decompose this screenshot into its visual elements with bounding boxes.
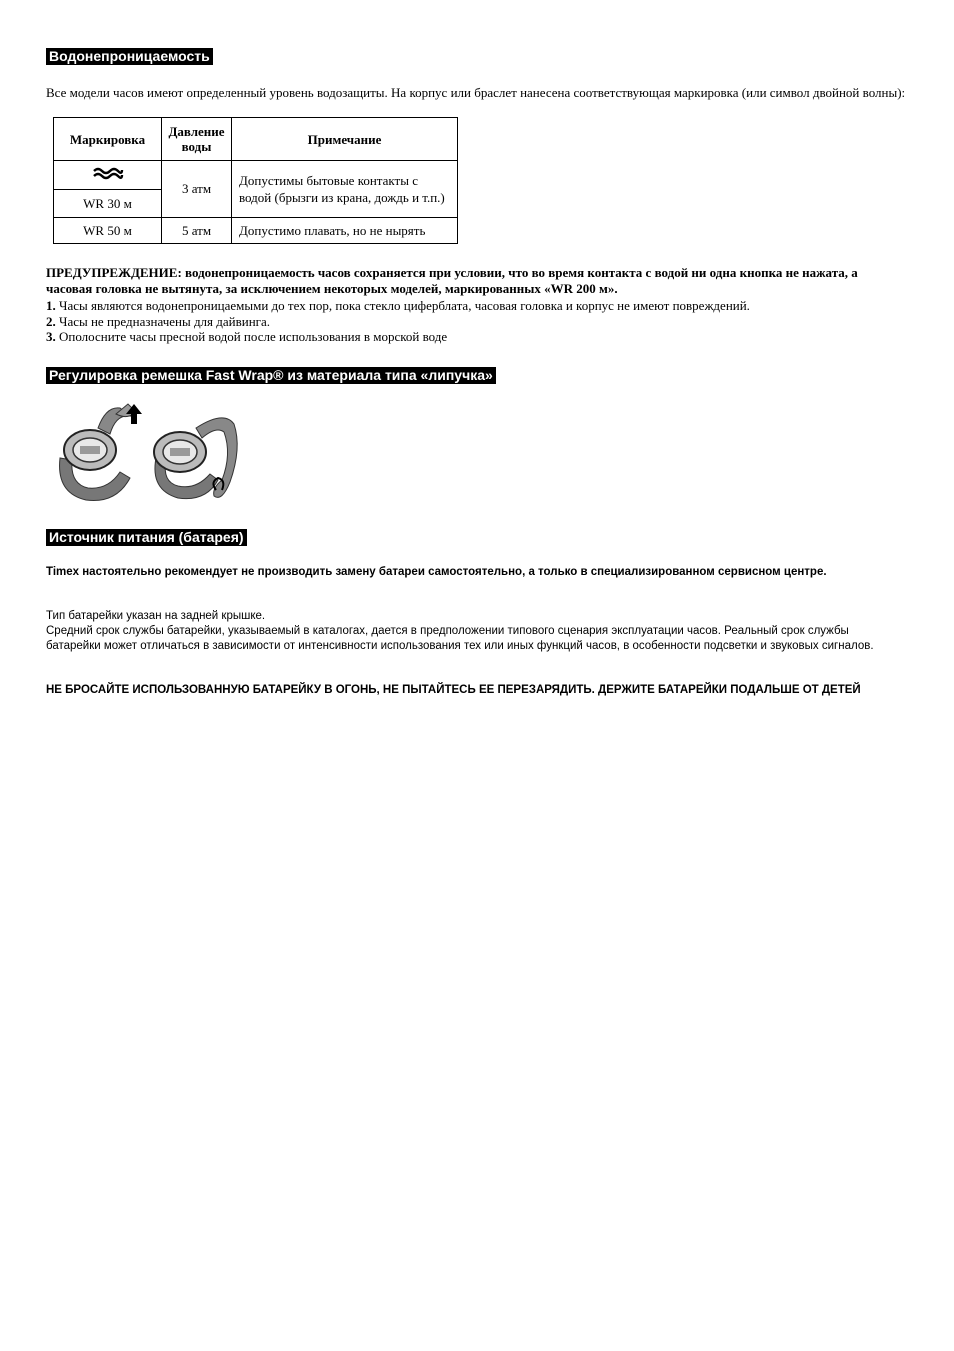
marking-wr50: WR 50 м — [54, 218, 162, 244]
section-title-water-resistance: Водонепроницаемость — [46, 48, 213, 65]
note-household-contact: Допустимы бытовые контакты с водой (брызги из крана, дождь и т.п.) — [232, 161, 458, 218]
water-resistance-table — [53, 117, 458, 244]
section-title-strap: Регулировка ремешка Fast Wrap® из материала типа «липучка» — [46, 367, 496, 384]
header-pressure: Давление воды — [162, 118, 232, 161]
table-header-row — [54, 118, 458, 161]
pressure-5atm: 5 атм — [162, 218, 232, 244]
list-item: 1. Часы являются водонепроницаемыми до тех пор, пока стекло циферблата, часовая головка и корпус не имеют повреждений. — [46, 298, 750, 313]
double-wave-icon — [54, 161, 162, 190]
water-rules-list — [46, 298, 906, 345]
header-marking: Маркировка — [54, 118, 162, 161]
note-swim: Допустимо плавать, но не нырять — [232, 218, 458, 244]
header-note: Примечание — [232, 118, 458, 161]
battery-warning: НЕ БРОСАЙТЕ ИСПОЛЬЗОВАННУЮ БАТАРЕЙКУ В ОГОНЬ, НЕ ПЫТАЙТЕСЬ ЕЕ ПЕРЕЗАРЯДИТЬ. ДЕРЖИТЕ БАТАРЕЙКИ ПОДАЛЬШЕ ОТ ДЕТЕЙ — [46, 684, 861, 696]
marking-wr30: WR 30 м — [54, 190, 162, 218]
battery-type-line: Тип батарейки указан на задней крышке. — [46, 610, 266, 622]
list-item: 2. Часы не предназначены для дайвинга. — [46, 313, 271, 329]
water-intro-text: Все модели часов имеют определенный уровень водозащиты. На корпус или браслет нанесена соответствующая маркировка (или символ двойной волны): — [46, 85, 906, 100]
battery-life-text: Средний срок службы батарейки, указываемый в каталогах, дается в предположении типового сценария эксплуатации часов. Реальный срок службы батарейки может отличаться в зависимости от интенсивности использования тех или иных функций часов, в особенности подсветки и звуковых сигналов. — [46, 625, 874, 652]
table-row — [54, 218, 458, 244]
section-title-battery: Источник питания (батарея) — [46, 529, 247, 546]
water-warning-text: ПРЕДУПРЕЖДЕНИЕ: водонепроницаемость часов сохраняется при условии, что во время контакта с водой ни одна кнопка не нажата, а часовая головка не вытянута, за исключением некоторых моделей, маркированных «WR 200 м». — [46, 265, 858, 296]
pressure-3atm: 3 атм — [162, 161, 232, 218]
list-item: 3. Ополосните часы пресной водой после использования в морской воде — [46, 329, 448, 344]
table-row — [54, 161, 458, 190]
battery-recommendation: Timex настоятельно рекомендует не производить замену батареи самостоятельно, а только в специализированном сервисном центре. — [46, 566, 827, 578]
strap-illustration — [46, 398, 246, 508]
